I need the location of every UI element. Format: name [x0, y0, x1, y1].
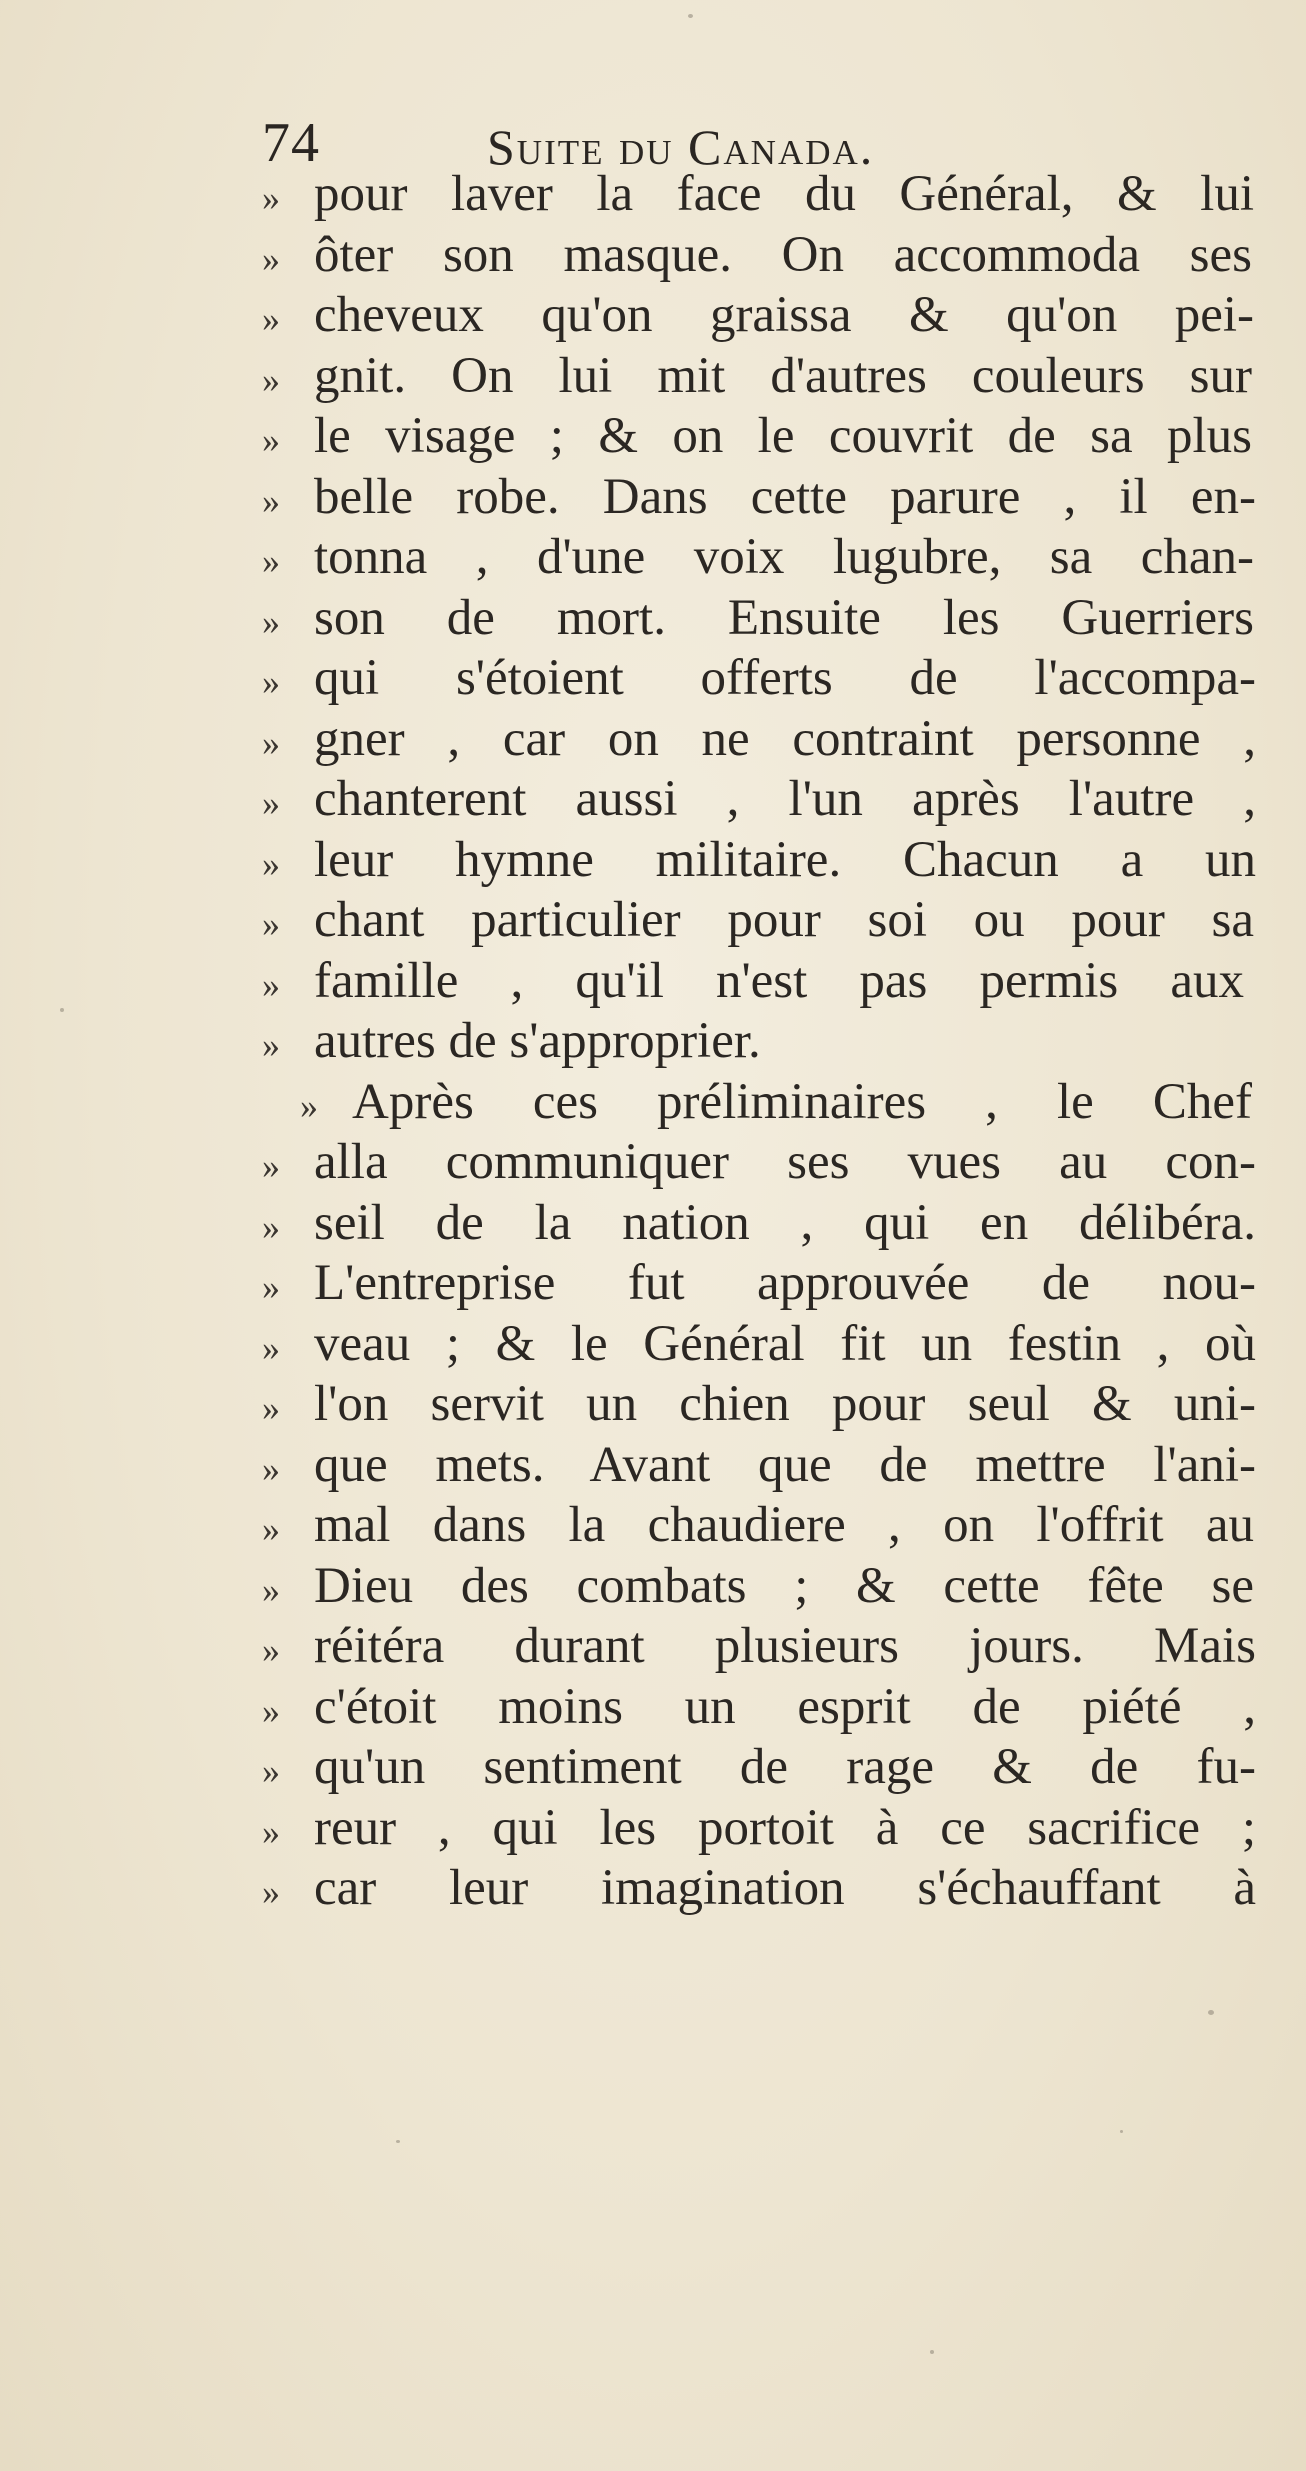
guillemet-mark: » [262, 1630, 280, 1670]
guillemet-mark: » [262, 1206, 280, 1247]
line-text: famille , qu'il n'est pas permis aux [314, 952, 1244, 1009]
guillemet-mark: » [262, 1509, 280, 1549]
guillemet-mark: » [262, 601, 280, 642]
body-text [262, 164, 1262, 1919]
paper-speck [1120, 2130, 1123, 2133]
guillemet-mark: » [262, 1146, 280, 1186]
text-line [262, 890, 1262, 951]
line-text: qu'un sentiment de rage & de fu- [314, 1739, 1256, 1795]
line-text: gner , car on ne contraint personne , [314, 710, 1256, 767]
text-line [262, 1556, 1262, 1617]
page-number: 74 [262, 112, 320, 174]
line-text: l'on servit un chien pour seul & uni- [314, 1376, 1256, 1432]
line-text: gnit. On lui mit d'autres couleurs sur [314, 347, 1252, 404]
line-text: belle robe. Dans cette parure , il en- [314, 468, 1256, 525]
paper-speck [1208, 2010, 1214, 2015]
paper-speck [688, 14, 693, 18]
guillemet-mark: » [262, 178, 280, 218]
guillemet-mark: » [262, 299, 280, 339]
text-line [262, 709, 1262, 770]
line-text: L'entreprise fut approuvée de nou- [314, 1255, 1256, 1311]
line-text: chanterent aussi , l'un après l'autre , [314, 771, 1256, 827]
text-line [262, 225, 1262, 286]
text-line [262, 406, 1262, 467]
guillemet-mark: » [262, 964, 280, 1005]
text-line [262, 1132, 1262, 1193]
line-text: tonna , d'une voix lugubre, sa chan- [314, 529, 1254, 585]
text-line [262, 527, 1262, 588]
text-line [262, 1253, 1262, 1314]
text-line [262, 1193, 1262, 1254]
line-text: car leur imagination s'échauffant à [314, 1860, 1256, 1916]
guillemet-mark: » [262, 359, 280, 400]
text-line [262, 769, 1262, 830]
line-text: mal dans la chaudiere , on l'offrit au [314, 1497, 1254, 1553]
guillemet-mark: » [262, 1569, 280, 1610]
line-text: veau ; & le Général fit un festin , où [314, 1315, 1256, 1372]
text-line [262, 1314, 1262, 1375]
text-line [262, 1011, 1262, 1072]
text-line [262, 1858, 1262, 1919]
guillemet-mark: » [262, 783, 280, 823]
guillemet-mark: » [262, 904, 280, 944]
line-text: ôter son masque. On accommoda ses [314, 226, 1252, 283]
guillemet-mark: » [262, 1690, 280, 1731]
text-line [262, 1798, 1262, 1859]
guillemet-mark: » [262, 662, 280, 702]
line-text: réitéra durant plusieurs jours. Mais [314, 1618, 1256, 1674]
guillemet-mark: » [262, 722, 280, 763]
guillemet-mark: » [262, 1872, 280, 1912]
text-line [262, 285, 1262, 346]
text-line [262, 1374, 1262, 1435]
paper-speck [396, 2140, 400, 2143]
text-line [262, 1495, 1262, 1556]
text-line [262, 346, 1262, 407]
paper-speck [930, 2350, 934, 2354]
line-text: son de mort. Ensuite les Guerriers [314, 589, 1254, 646]
text-line [262, 1616, 1262, 1677]
guillemet-mark: » [262, 541, 280, 581]
line-text: chant particulier pour soi ou pour sa [314, 892, 1254, 948]
guillemet-mark: » [262, 1751, 280, 1791]
text-line [262, 1677, 1262, 1738]
guillemet-mark: » [262, 420, 280, 460]
line-text: Après ces préliminaires , le Chef [352, 1073, 1252, 1130]
text-line [262, 467, 1262, 528]
guillemet-mark: » [262, 1025, 280, 1065]
guillemet-mark: » [300, 1085, 318, 1126]
line-text: leur hymne militaire. Chacun a un [314, 831, 1256, 888]
guillemet-mark: » [262, 1388, 280, 1428]
text-line [262, 648, 1262, 709]
text-line [262, 951, 1262, 1012]
paper-speck [60, 1008, 64, 1012]
line-text: c'étoit moins un esprit de piété , [314, 1678, 1256, 1735]
text-line [262, 1737, 1262, 1798]
text-line [262, 164, 1262, 225]
text-line [262, 588, 1262, 649]
line-text: cheveux qu'on graissa & qu'on pei- [314, 287, 1254, 343]
line-text: seil de la nation , qui en délibéra. [314, 1194, 1256, 1251]
line-text: alla communiquer ses vues au con- [314, 1134, 1256, 1190]
line-text: pour laver la face du Général, & lui [314, 166, 1254, 222]
text-line [262, 830, 1262, 891]
guillemet-mark: » [262, 480, 280, 521]
guillemet-mark: » [262, 1267, 280, 1307]
line-text: qui s'étoient offerts de l'accompa- [314, 650, 1256, 706]
text-line [262, 1072, 1262, 1133]
line-text: reur , qui les portoit à ce sacrifice ; [314, 1799, 1256, 1856]
guillemet-mark: » [262, 843, 280, 884]
line-text: que mets. Avant que de mettre l'ani- [314, 1436, 1256, 1493]
line-text: le visage ; & on le couvrit de sa plus [314, 408, 1252, 464]
line-text: Dieu des combats ; & cette fête se [314, 1557, 1254, 1614]
running-head: Suite du Canada. [487, 119, 875, 175]
guillemet-mark: » [262, 1811, 280, 1852]
text-line [262, 1435, 1262, 1496]
guillemet-mark: » [262, 1327, 280, 1368]
guillemet-mark: » [262, 1448, 280, 1489]
line-text: autres de s'approprier. [314, 1013, 761, 1069]
guillemet-mark: » [262, 238, 280, 279]
